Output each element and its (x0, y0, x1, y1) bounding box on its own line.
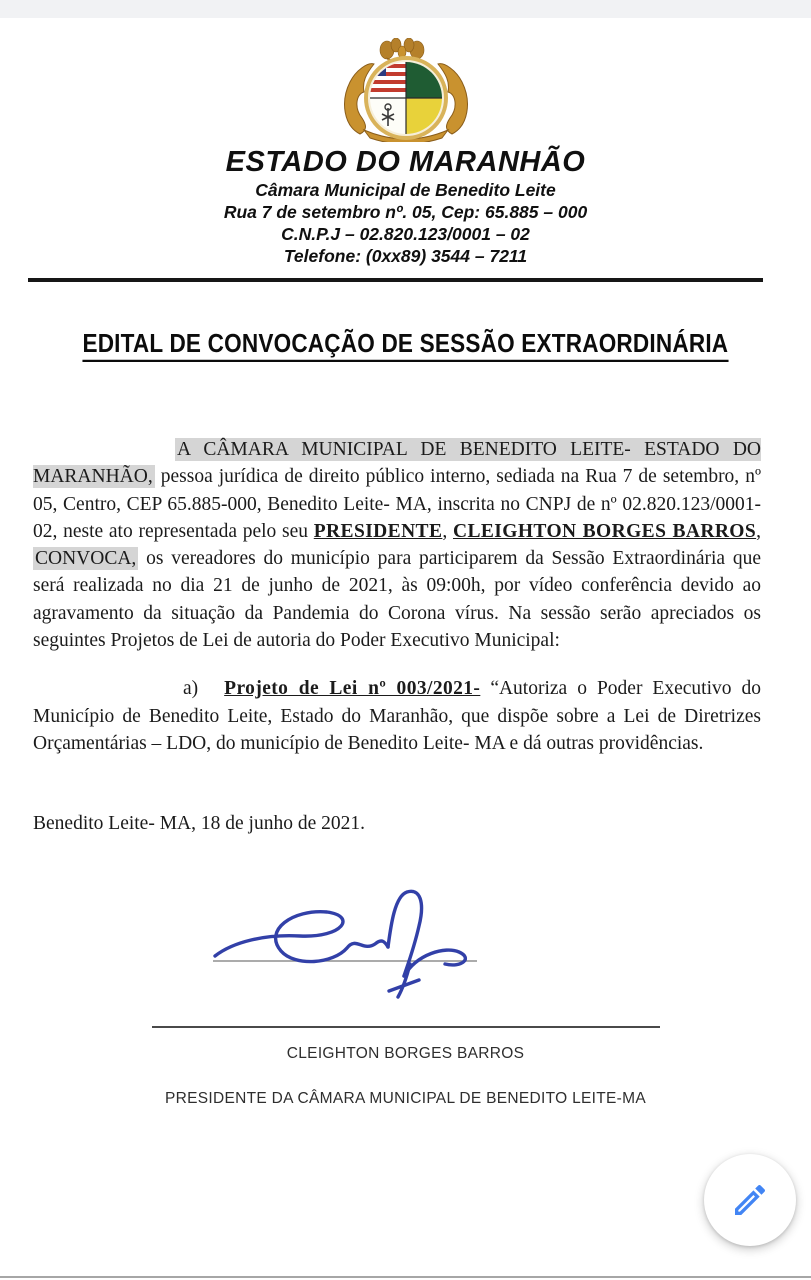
president-title: PRESIDENTE (313, 520, 443, 542)
date-place-line: Benedito Leite- MA, 18 de junho de 2021. (33, 813, 365, 835)
header-address: Rua 7 de setembro nº. 05, Cep: 65.885 – 000 (223, 202, 588, 222)
edit-pencil-icon (730, 1180, 770, 1220)
body-text: pessoa jurídica de direito público interno, sediada na Rua 7 de setembro, nº 05, Centro, CEP 65.885-000, Benedito Leite- MA, inscrita no CNPJ de nº 02.820.123/0001-02, neste ato representada pelo seu (33, 466, 761, 542)
signature-line (152, 1026, 660, 1028)
signatory-role: PRESIDENTE DA CÂMARA MUNICIPAL DE BENEDITO LEITE-MA (165, 1089, 646, 1107)
document-body (0, 436, 811, 838)
coat-of-arms-icon (330, 38, 482, 142)
paragraph-item-a (33, 675, 761, 757)
top-bar (0, 0, 811, 18)
signatory-name: CLEIGHTON BORGES BARROS (286, 1044, 525, 1062)
law-reference: Projeto de Lei nº 003/2021- (224, 678, 481, 700)
header-phone: Telefone: (0xx89) 3544 – 7211 (283, 246, 528, 266)
body-text: , (756, 520, 761, 542)
document-title: EDITAL DE CONVOCAÇÃO DE SESSÃO EXTRAORDINÁRIA (83, 328, 729, 362)
law-summary-text: “Autoriza o Poder Executivo do Município de Benedito Leite, Estado do Maranhão, que dispõe sobre a Lei de Diretrizes Orçamentárias – LDO, do município de Benedito Leite- MA e dá outras providências. (33, 678, 761, 754)
president-name: CLEIGHTON BORGES BARROS (452, 520, 757, 542)
document-page (0, 18, 811, 1108)
header-divider (28, 278, 763, 282)
header-state-title: ESTADO DO MARANHÃO (225, 146, 586, 178)
list-marker-a: a) (183, 678, 199, 700)
body-text: os vereadores do município para participarem da Sessão Extraordinária que será realizada no dia 21 de junho de 2021, às 09:00h, por vídeo conferência devido ao agravamento da situação da Pandemia do Corona vírus. Na sessão serão apreciados os seguintes Projetos de Lei de autoria do Poder Executivo Municipal: (33, 548, 761, 652)
header-org: Câmara Municipal de Benedito Leite (255, 180, 556, 200)
body-text: , (442, 520, 453, 542)
highlighted-entity-name: A CÂMARA MUNICIPAL DE BENEDITO LEITE- ESTADO DO MARANHÃO, (33, 439, 761, 488)
header-cnpj: C.N.P.J – 02.820.123/0001 – 02 (281, 224, 530, 244)
paragraph-convocation (33, 436, 761, 654)
bottom-border (0, 1276, 811, 1278)
edit-fab-button[interactable] (704, 1154, 796, 1246)
handwritten-signature (205, 884, 485, 1002)
highlighted-convoca: CONVOCA, (35, 548, 137, 570)
